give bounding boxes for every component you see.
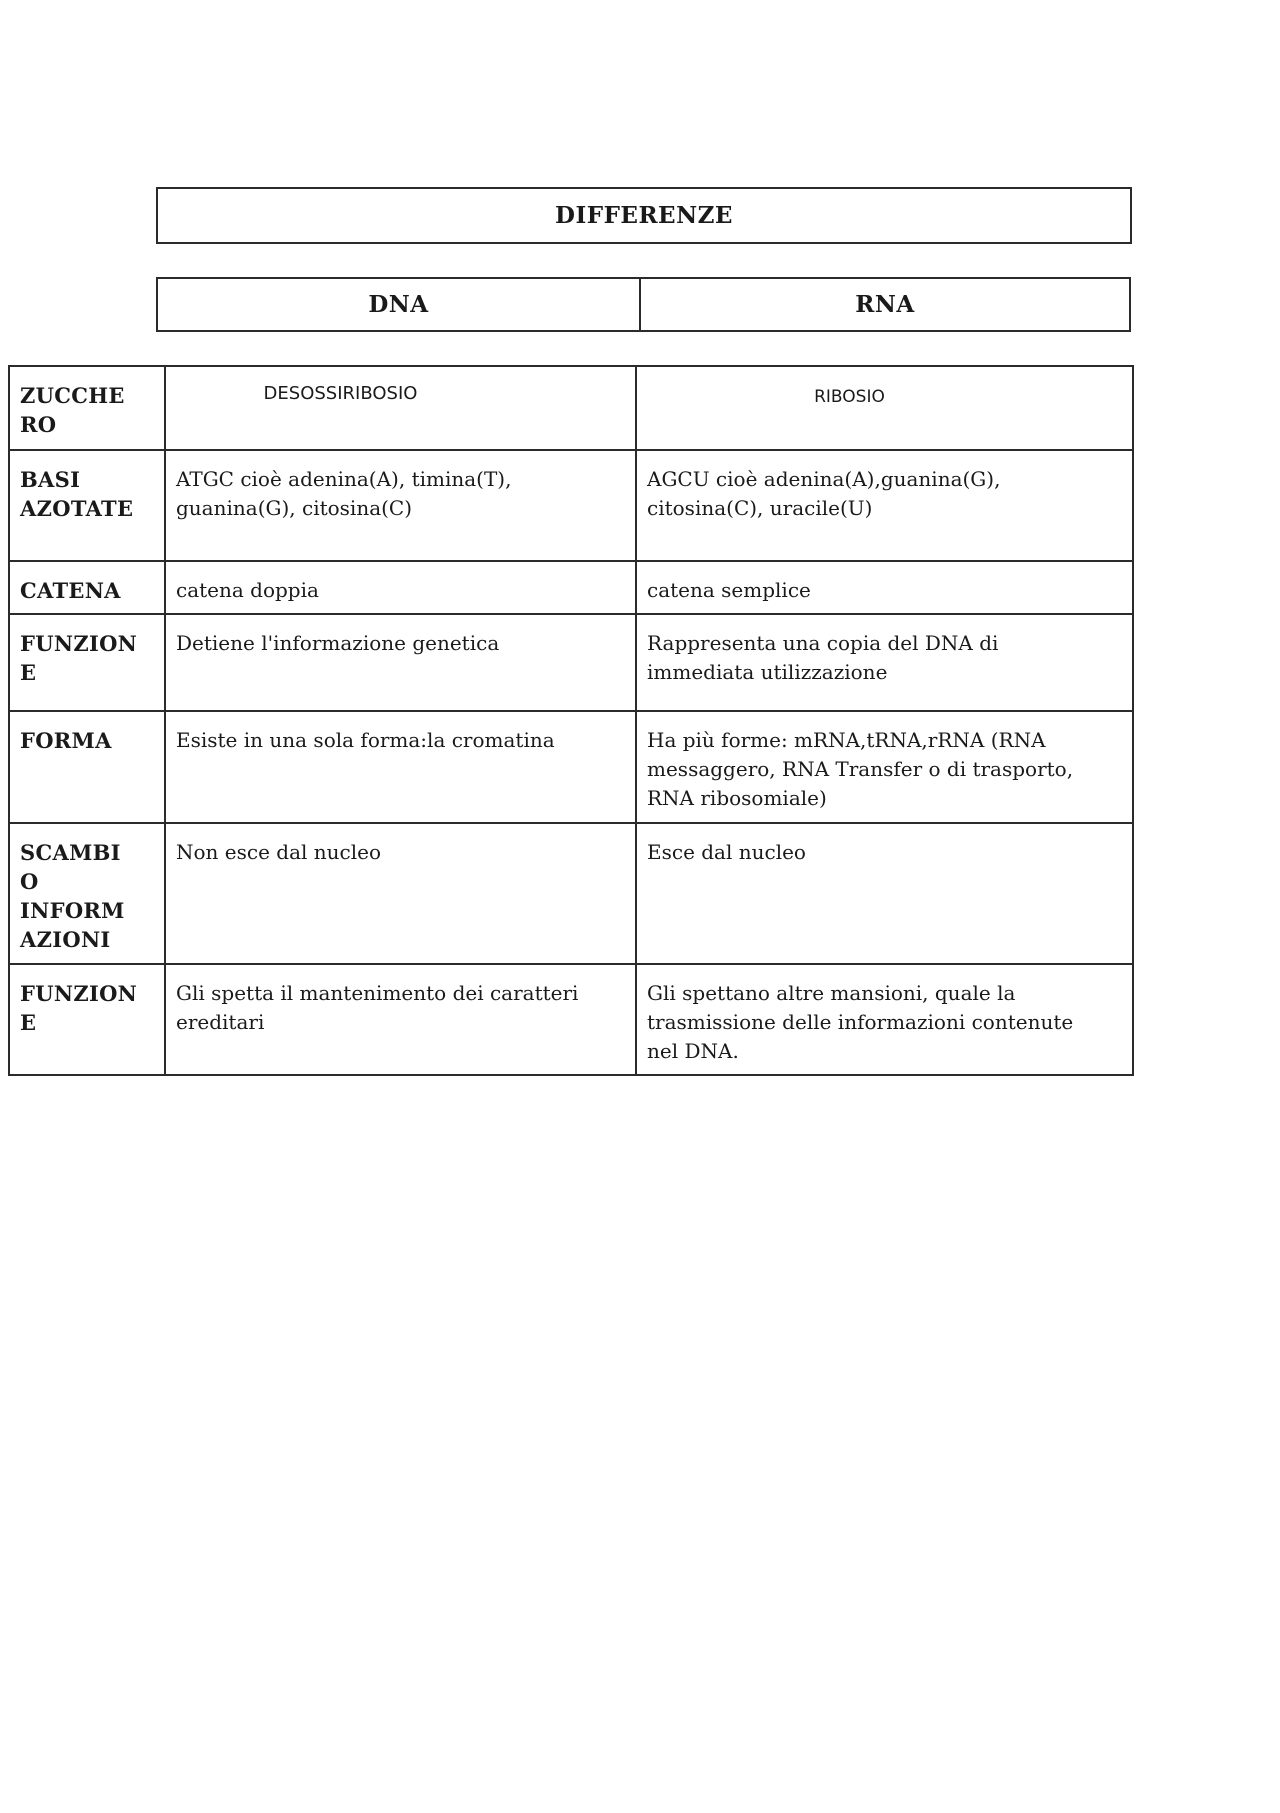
rna-cell xyxy=(636,366,1133,450)
row-label xyxy=(9,823,165,964)
label-line: AZIONI xyxy=(20,927,111,952)
rna-cell xyxy=(636,711,1133,823)
rna-text: Esce dal nucleo xyxy=(647,840,806,864)
dna-text: ereditari xyxy=(176,1010,265,1034)
header-rna: RNA xyxy=(855,291,915,318)
row-label xyxy=(9,450,165,561)
row-label xyxy=(9,614,165,711)
label-line: SCAMBI xyxy=(20,840,121,865)
rna-text: trasmissione delle informazioni contenute xyxy=(647,1010,1074,1034)
rna-cell xyxy=(636,823,1133,964)
dna-text: Detiene l'informazione genetica xyxy=(176,631,500,655)
label-line: O xyxy=(20,869,39,894)
table-row xyxy=(9,561,1133,614)
table-row xyxy=(9,964,1133,1075)
dna-cell xyxy=(165,711,636,823)
dna-cell xyxy=(165,614,636,711)
rna-text: Rappresenta una copia del DNA di xyxy=(647,631,999,655)
label-line: ZUCCHE xyxy=(20,383,125,408)
rna-text: citosina(C), uracile(U) xyxy=(647,496,873,520)
rna-text: AGCU cioè adenina(A),guanina(G), xyxy=(647,467,1001,491)
table-row xyxy=(9,366,1133,450)
dna-cell xyxy=(165,823,636,964)
rna-cell xyxy=(636,450,1133,561)
table-row xyxy=(9,711,1133,823)
rna-text: immediata utilizzazione xyxy=(647,660,888,684)
row-label xyxy=(9,366,165,450)
label-line: INFORM xyxy=(20,898,125,923)
label-line: FUNZION xyxy=(20,631,138,656)
dna-text: Non esce dal nucleo xyxy=(176,840,381,864)
row-label xyxy=(9,561,165,614)
label-line: FUNZION xyxy=(20,981,138,1006)
row-label xyxy=(9,711,165,823)
dna-text: catena doppia xyxy=(176,578,319,602)
title-box xyxy=(156,187,1132,244)
label-line: RO xyxy=(20,412,57,437)
rna-text: Ha più forme: mRNA,tRNA,rRNA (RNA xyxy=(647,728,1046,752)
rna-text: messaggero, RNA Transfer o di trasporto, xyxy=(647,757,1074,781)
column-header-row xyxy=(156,277,1131,332)
rna-text: nel DNA. xyxy=(647,1039,739,1063)
dna-cell xyxy=(165,450,636,561)
header-dna: DNA xyxy=(158,279,641,330)
label-line: E xyxy=(20,660,37,685)
label-line: CATENA xyxy=(20,578,121,603)
rna-cell xyxy=(636,964,1133,1075)
page-title: DIFFERENZE xyxy=(555,202,733,229)
dna-text: guanina(G), citosina(C) xyxy=(176,496,413,520)
dna-text: Esiste in una sola forma:la cromatina xyxy=(176,728,555,752)
dna-text: DESOSSIRIBOSIO xyxy=(263,383,418,404)
dna-text: ATGC cioè adenina(A), timina(T), xyxy=(176,467,512,491)
rna-text: catena semplice xyxy=(647,578,811,602)
dna-text: Gli spetta il mantenimento dei caratteri xyxy=(176,981,579,1005)
rna-text: Gli spettano altre mansioni, quale la xyxy=(647,981,1016,1005)
label-line: BASI xyxy=(20,467,81,492)
row-label xyxy=(9,964,165,1075)
rna-text: RIBOSIO xyxy=(814,387,885,407)
rna-cell xyxy=(636,561,1133,614)
dna-cell xyxy=(165,561,636,614)
label-line: FORMA xyxy=(20,728,112,753)
dna-cell xyxy=(165,964,636,1075)
table-row xyxy=(9,614,1133,711)
label-line: AZOTATE xyxy=(20,496,134,521)
rna-text: RNA ribosomiale) xyxy=(647,786,827,810)
label-line: E xyxy=(20,1010,37,1035)
rna-cell xyxy=(636,614,1133,711)
comparison-table xyxy=(8,365,1134,1076)
table-row xyxy=(9,823,1133,964)
table-row xyxy=(9,450,1133,561)
dna-cell xyxy=(165,366,636,450)
